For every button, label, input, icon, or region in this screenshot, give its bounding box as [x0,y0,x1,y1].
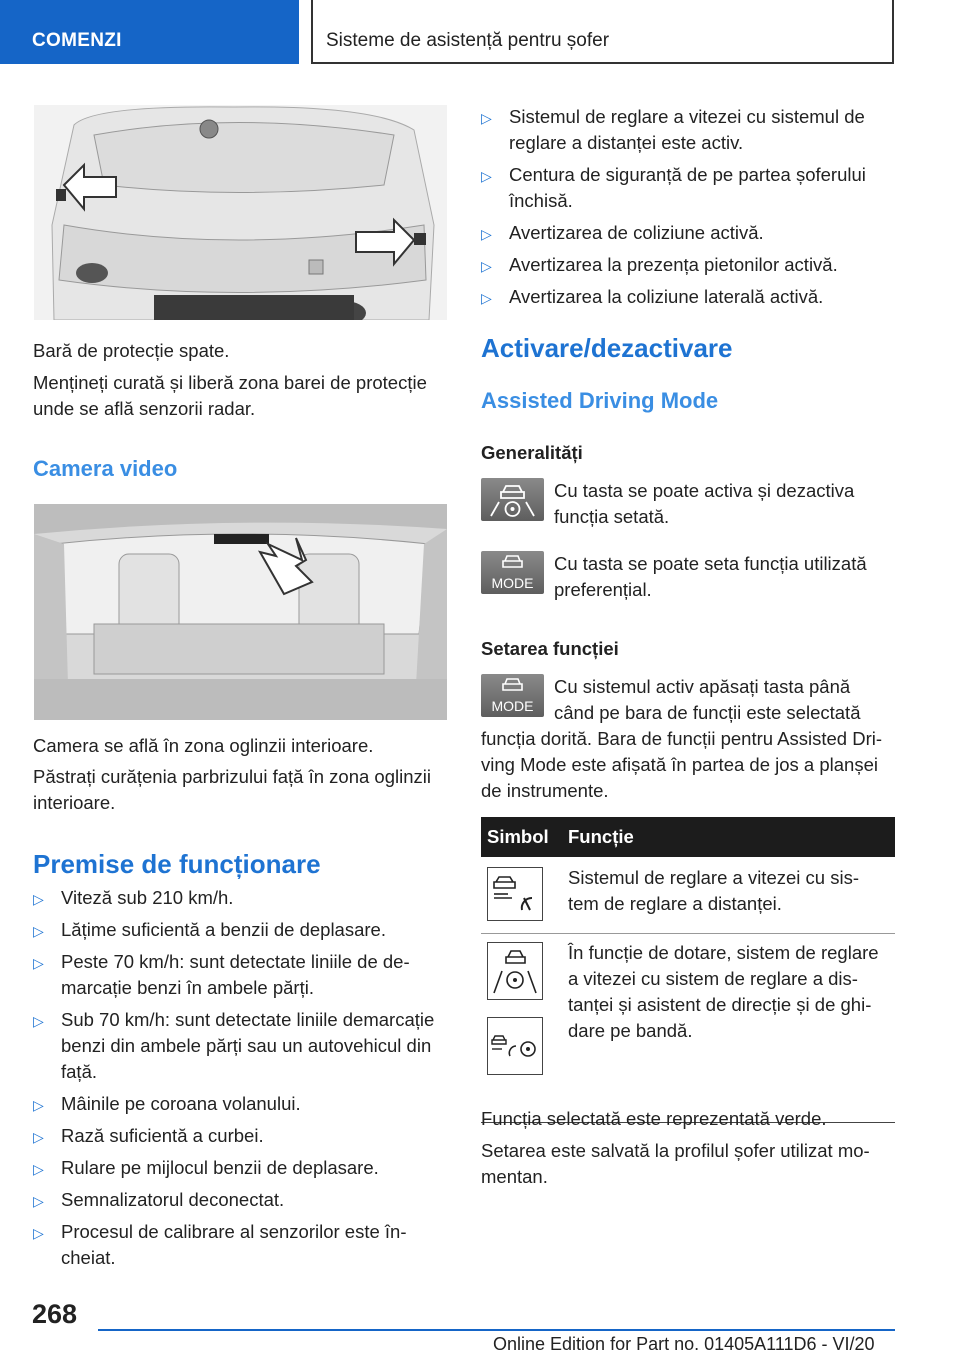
triangle-bullet-icon: ▷ [33,1097,44,1113]
bumper-text: Mențineți curată și liberă zona barei de protecție unde se află senzorii radar. [33,372,427,419]
list-item: ▷ Avertizarea la prezența pietonilor activă. [481,252,895,278]
adm-heading: Assisted Driving Mode [481,388,719,413]
premise-heading: Premise de funcționare [33,849,321,879]
camera-caption: Camera se află în zona oglinzii interioare. [33,735,374,756]
section-label: COMENZI [32,30,122,51]
triangle-bullet-icon: ▷ [33,891,44,907]
triangle-bullet-icon: ▷ [481,290,492,306]
general-heading: Generalități [481,442,583,463]
page-number: 268 [32,1299,78,1329]
table-header [481,817,895,857]
triangle-bullet-icon: ▷ [481,258,492,274]
edition-text: Online Edition for Part no. 01405A111D6 - VI/20 [493,1334,875,1354]
list-item: ▷ Procesul de calibrare al senzorilor este în-cheiat. [33,1221,407,1268]
key1-text: Cu tasta se poate activa și dezactiva funcția setată. [554,480,855,527]
list-item: ▷ Sub 70 km/h: sunt detectate liniile demarcație benzi din ambele părți sau un autovehicul din față. [33,1009,435,1082]
footer-divider [98,1329,895,1331]
activation-heading: Activare/dezactivare [481,333,733,363]
col-function: Funcție [568,826,634,847]
after-text-1: Funcția selectată este reprezentată verde. [481,1108,827,1129]
triangle-bullet-icon: ▷ [33,955,44,971]
list-item: ▷ Avertizarea la coliziune laterală activă. [481,284,895,310]
page-header-title: Sisteme de asistență pentru șofer [326,30,610,51]
after-text-2: Setarea este salvată la profilul șofer utilizat mo-mentan. [481,1140,870,1187]
list-item: ▷ Peste 70 km/h: sunt detectate liniile de de-marcație benzi în ambele părți. [33,951,410,998]
steering-acc-symbol-icon [487,1017,543,1075]
row2-text: În funcție de dotare, sistem de reglare a vitezei cu sistem de reglare a dis-tanței și asistent de direcție și de ghi-dare pe bandă. [568,942,879,1041]
list-item: ▷ Avertizarea de coliziune activă. [481,220,895,246]
triangle-bullet-icon: ▷ [481,226,492,242]
steering-assist-symbol-icon [487,942,543,1000]
conditions-list [481,104,895,316]
key3-text-a: Cu sistemul activ apăsați tasta până când pe bara de funcții este selectată [554,676,861,723]
list-item: ▷ Rază suficientă a curbei. [33,1123,449,1149]
triangle-bullet-icon: ▷ [33,923,44,939]
svg-text:MODE: MODE [491,698,534,714]
list-item: ▷ Rulare pe mijlocul benzii de deplasare. [33,1155,449,1181]
mode-button-icon [481,551,544,594]
setting-heading: Setarea funcției [481,638,619,659]
camera-text: Păstrați curățenia parbrizului față în zona oglinzii interioare. [33,766,431,813]
key2-text: Cu tasta se poate seta funcția utilizată preferențial. [554,553,867,600]
list-item: ▷ Viteză sub 210 km/h. [33,885,449,911]
list-item: ▷ Sistemul de reglare a vitezei cu sistemul de reglare a distanței este activ. [481,106,865,153]
mode-button-icon [481,674,544,717]
acc-symbol-icon [487,867,543,921]
triangle-bullet-icon: ▷ [481,168,492,184]
page-header [311,0,894,64]
bumper-caption: Bară de protecție spate. [33,340,230,361]
list-item: ▷ Mâinile pe coroana volanului. [33,1091,449,1117]
section-tab [0,0,299,64]
row1-text: Sistemul de reglare a vitezei cu sis-tem de reglare a distanței. [568,867,859,914]
triangle-bullet-icon: ▷ [481,110,492,126]
list-item: ▷ Centura de siguranță de pe partea șoferului închisă. [481,164,866,211]
triangle-bullet-icon: ▷ [33,1013,44,1029]
list-item: ▷ Lățime suficientă a benzii de deplasare. [33,917,449,943]
rear-bumper-image [34,105,447,320]
camera-heading: Camera video [33,456,178,481]
col-symbol: Simbol [487,826,549,847]
triangle-bullet-icon: ▷ [33,1161,44,1177]
key3-text-b: funcția dorită. Bara de funcții pentru Assisted Dri-ving Mode este afișată în partea de jos a planșei de instrumente. [481,728,883,801]
triangle-bullet-icon: ▷ [33,1225,44,1241]
triangle-bullet-icon: ▷ [33,1129,44,1145]
table-row [481,934,895,1123]
interior-camera-image [34,504,447,720]
premise-list [33,885,449,1277]
table-row [481,857,895,934]
triangle-bullet-icon: ▷ [33,1193,44,1209]
list-item: ▷ Semnalizatorul deconectat. [33,1187,449,1213]
svg-text:MODE: MODE [491,575,534,591]
symbol-table [481,817,895,1123]
assist-button-icon [481,478,544,521]
